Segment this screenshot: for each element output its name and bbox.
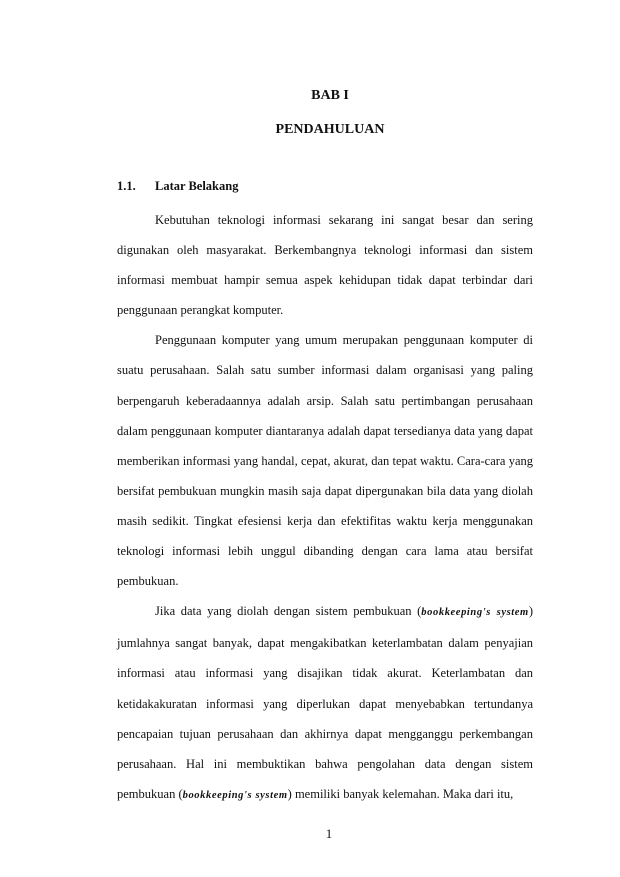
chapter-label: BAB I — [311, 88, 349, 103]
paragraph — [117, 596, 533, 811]
paragraph-text: ) memiliki banyak kelemahan. Maka dari itu, — [287, 786, 514, 801]
paragraph-text: Jika data yang diolah dengan sistem pembukuan ( — [155, 604, 422, 619]
body-text — [117, 205, 533, 811]
italic-term: bookkeeping's system — [182, 789, 288, 801]
paragraph-text: ) jumlahnya sangat banyak, dapat mengakibatkan keterlambatan dalam penyajian informasi atau informasi yang disajikan tidak akurat. Keterlambatan dan ketidakakuratan informasi yang diperlukan dapat menyebabkan tertundanya pencapaian tujuan perusahaan dan akhirnya dapat mengganggu perkembangan perusahaan. Hal ini membuktikan bahwa pengolahan data dengan sistem pembukuan ( — [117, 604, 533, 801]
paragraph-text: Kebutuhan teknologi informasi sekarang ini sangat besar dan sering digunakan oleh masyarakat. Berkembangnya teknologi informasi dan sistem informasi membuat hampir semua aspek kehidupan tidak dapat terbindar dari penggunaan perangkat komputer. — [117, 213, 533, 318]
section-title: Latar Belakang — [155, 179, 239, 193]
italic-term: bookkeeping's system — [421, 607, 529, 619]
paragraph — [117, 205, 533, 325]
paragraph — [117, 325, 533, 596]
section-number: 1.1. — [117, 179, 136, 193]
chapter-title: PENDAHULUAN — [275, 122, 385, 137]
section-heading — [117, 179, 238, 194]
paragraph-text: Penggunaan komputer yang umum merupakan penggunaan komputer di suatu perusahaan. Salah satu sumber informasi dalam organisasi yang paling berpengaruh keberadaannya adalah arsip. Salah satu pertimbangan perusahaan dalam penggunaan komputer diantaranya adalah dapat tersedianya data yang dapat memberikan informasi yang handal, cepat, akurat, dan tepat waktu. Cara-cara yang bersifat pembukuan mungkin masih saja dapat dipergunakan bila data yang diolah masih sedikit. Tingkat efesiensi kerja dan efektifitas waktu kerja menggunakan teknologi informasi lebih unggul dibanding dengan cara lama atau bersifat pembukuan. — [117, 333, 533, 589]
page-number: 1 — [325, 826, 333, 841]
